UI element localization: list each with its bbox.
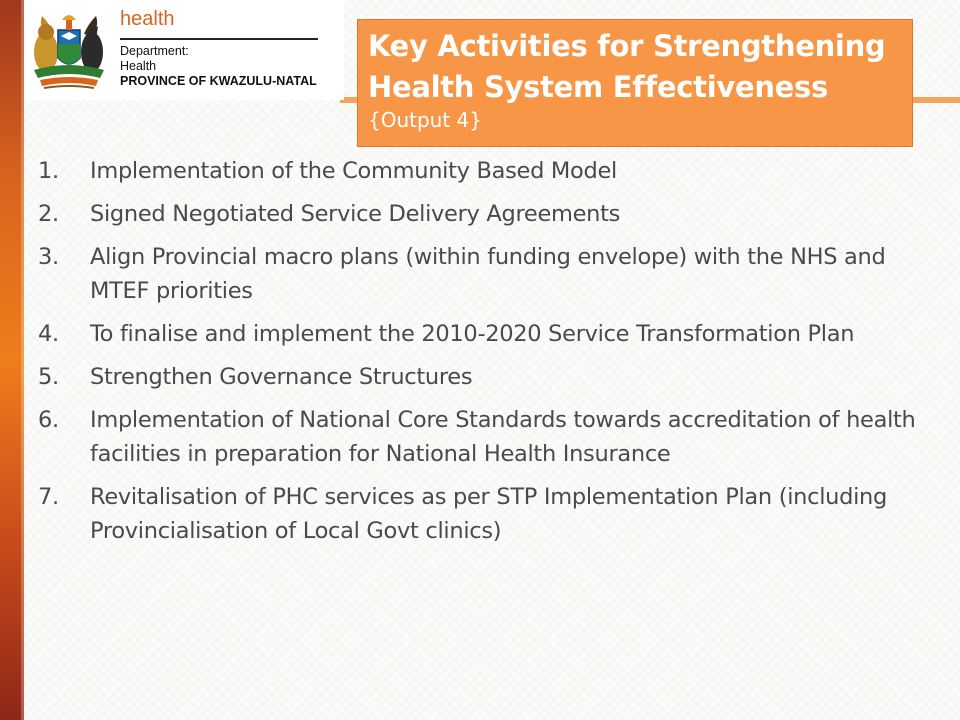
logo-divider <box>120 38 318 40</box>
list-item <box>38 403 938 471</box>
list-item <box>38 317 938 351</box>
list-item-text: Implementation of the Community Based Model <box>90 158 617 184</box>
list-item-number: 4. <box>38 321 59 347</box>
list-item <box>38 360 938 394</box>
list-item-text: Signed Negotiated Service Delivery Agreements <box>90 201 621 227</box>
logo-line-3: PROVINCE OF KWAZULU-NATAL <box>120 74 317 88</box>
list-item-number: 3. <box>38 244 59 270</box>
list-item <box>38 154 938 188</box>
list-item-text: Strengthen Governance Structures <box>90 364 473 390</box>
logo-line-1: Department: <box>120 44 189 58</box>
department-logo <box>24 0 344 100</box>
list-item <box>38 197 938 231</box>
list-item-number: 5. <box>38 364 59 390</box>
logo-word-health: health <box>120 8 175 30</box>
list-item-number: 2. <box>38 201 59 227</box>
list-item-text: Revitalisation of PHC services as per STP Implementation Plan (including Provincialisation of Local Govt clinics) <box>90 484 887 544</box>
list-item-number: 7. <box>38 484 59 510</box>
list-item-text: Align Provincial macro plans (within funding envelope) with the NHS and MTEF priorities <box>90 244 886 304</box>
list-item <box>38 240 938 308</box>
list-item-text: To finalise and implement the 2010-2020 Service Transformation Plan <box>90 321 855 347</box>
kzn-coat-of-arms-icon <box>26 6 112 94</box>
slide-title-box <box>357 19 913 147</box>
left-accent-bar <box>0 0 24 720</box>
list-item-number: 1. <box>38 158 59 184</box>
slide-title-suffix: {Output 4} <box>368 108 483 132</box>
slide-title: Key Activities for Strengthening Health System Effectiveness <box>368 29 886 104</box>
activities-list <box>38 154 938 557</box>
list-item <box>38 480 938 548</box>
list-item-number: 6. <box>38 407 59 433</box>
logo-line-2: Health <box>120 59 157 73</box>
logo-department-text <box>120 44 317 89</box>
list-item-text: Implementation of National Core Standards towards accreditation of health facilities in preparation for National Health Insurance <box>90 407 916 467</box>
